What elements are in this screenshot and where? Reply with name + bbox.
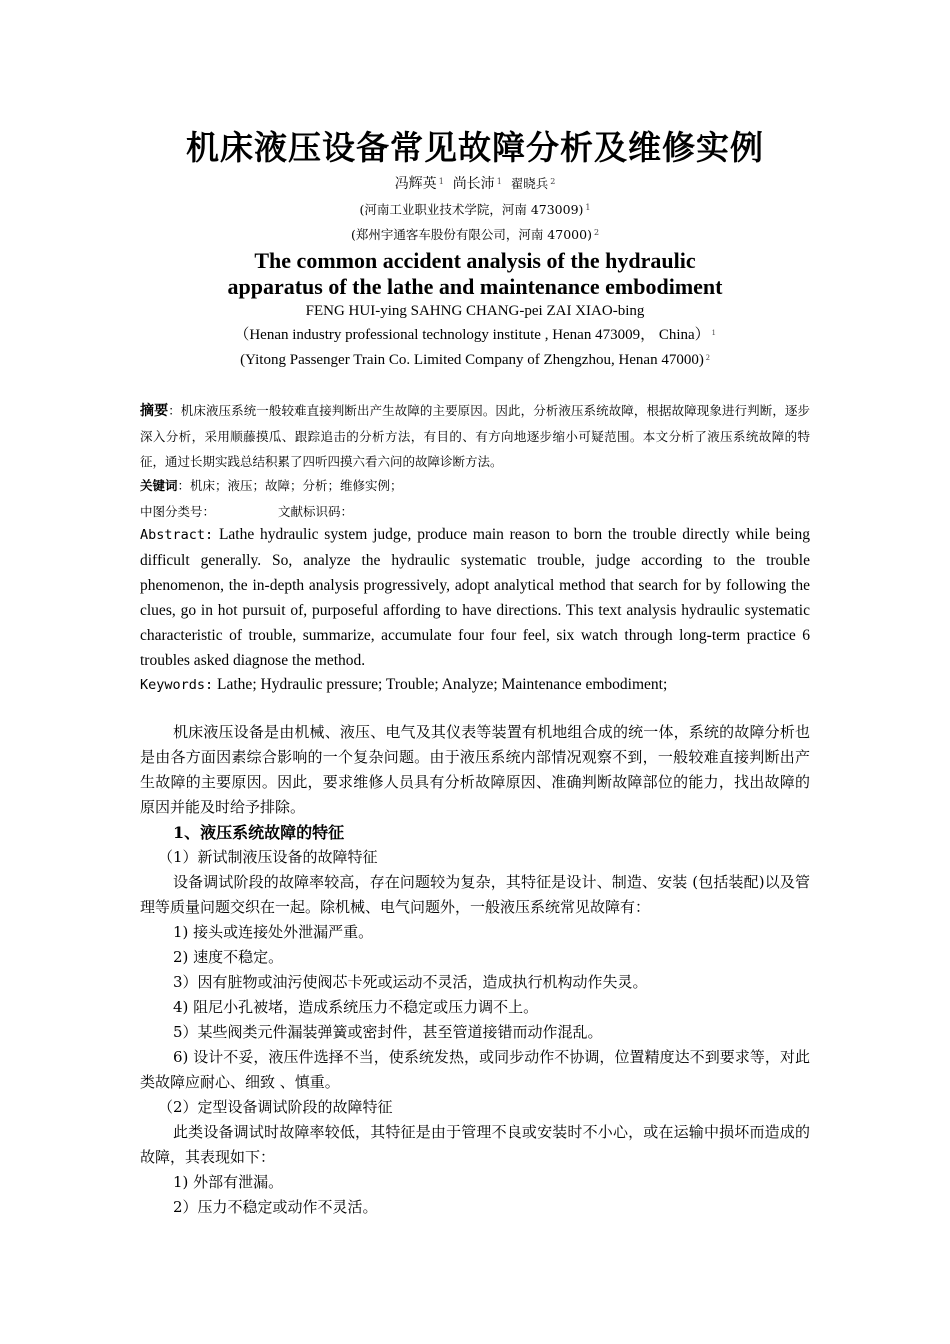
title-en: The common accident analysis of the hydraulic apparatus of the lathe and maintenance embodiment bbox=[227, 248, 723, 299]
keywords-en bbox=[140, 672, 810, 698]
affiliation-en-2: (Yitong Passenger Train Co. Limited Company of Zhengzhou, Henan 47000) $^2$ bbox=[240, 352, 710, 368]
abstract-cn bbox=[140, 398, 810, 474]
keywords-cn bbox=[140, 474, 810, 498]
title-cn: 机床液压设备常见故障分析及维修实例 bbox=[186, 128, 764, 167]
abstract-en-text: Lathe hydraulic system judge, produce main reason to born the trouble directly while being difficult generally. So, analyze the hydraulic systematic trouble, judge according to the trouble phenomenon, the in-depth analysis progressively, adopt analytical method that search for by following the clues, go in hot pursuit of, purposeful affording to have directions. This text analysis hydraulic systematic characteristic of trouble, summarize, accumulate four four feel, six watch through long-term practice 6 troubles asked diagnose the method. bbox=[140, 526, 811, 669]
author-3-cn: 翟晓兵 bbox=[510, 176, 549, 191]
keywords-en-text: Lathe; Hydraulic pressure; Trouble; Analyze; Maintenance embodiment; bbox=[217, 676, 668, 693]
affiliation-cn-1: (河南工业职业技术学院，河南 473009) $^1$ bbox=[359, 202, 591, 217]
keywords-cn-text: ：机床；液压；故障；分析；维修实例； bbox=[177, 478, 403, 493]
list-item: 2）压力不稳定或动作不灵活。 bbox=[173, 1198, 378, 1216]
list-item: 3）因有脏物或油污使阀芯卡死或运动不灵活，造成执行机构动作失灵。 bbox=[173, 973, 648, 991]
affiliation-cn-2: (郑州宇通客车股份有限公司，河南 47000) $^2$ bbox=[350, 227, 600, 242]
body-text bbox=[140, 720, 810, 1220]
authors-cn: 冯辉英 $^1$ 尚长沛 $^1$ 翟晓兵 $^2$ bbox=[394, 176, 556, 192]
subsection-2-paragraph: 此类设备调试时故障率较低，其特征是由于管理不良或安装时不小心，或在运输中损坏而造成的故障，其表现如下： bbox=[140, 1123, 810, 1166]
list-item: 2) 速度不稳定。 bbox=[173, 948, 284, 966]
section-heading-1: 1、液压系统故障的特征 bbox=[173, 823, 345, 842]
classification-line bbox=[140, 500, 810, 524]
list-item: 1) 外部有泄漏。 bbox=[173, 1173, 284, 1191]
list-item: 4) 阻尼小孔被堵，造成系统压力不稳定或压力调不上。 bbox=[173, 998, 539, 1016]
list-item: 6) 设计不妥，液压件选择不当，使系统发热，或同步动作不协调，位置精度达不到要求等，对此类故障应耐心、细致 、慎重。 bbox=[140, 1048, 810, 1091]
subsection-heading-2: （2）定型设备调试阶段的故障特征 bbox=[158, 1098, 393, 1116]
abstract-en bbox=[140, 522, 810, 673]
author-2-cn: 尚长沛 bbox=[452, 176, 495, 192]
abstract-en-label: Abstract: bbox=[140, 527, 214, 543]
list-item: 1) 接头或连接处外泄漏严重。 bbox=[173, 923, 374, 941]
doc-code-label: 文献标识码： bbox=[277, 504, 353, 519]
keywords-en-label: Keywords: bbox=[140, 677, 214, 693]
authors-en: FENG HUI-ying SAHNG CHANG-pei ZAI XIAO-bing bbox=[305, 303, 645, 319]
intro-paragraph: 机床液压设备是由机械、液压、电气及其仪表等装置有机地组合成的统一体，系统的故障分析也是由各方面因素综合影响的一个复杂问题。由于液压系统内部情况观察不到，一般较难直接判断出产生故障的主要原因。因此，要求维修人员具有分析故障原因、准确判断故障部位的能力，找出故障的原因并能及时给予排除。 bbox=[140, 723, 810, 816]
author-1-cn: 冯辉英 bbox=[394, 176, 437, 192]
clc-label: 中图分类号： bbox=[140, 504, 216, 519]
subsection-1-paragraph: 设备调试阶段的故障率较高，存在问题较为复杂，其特征是设计、制造、安装 (包括装配)以及管理等质量问题交织在一起。除机械、电气问题外，一般液压系统常见故障有： bbox=[140, 873, 810, 916]
keywords-cn-label: 关键词 bbox=[140, 478, 178, 493]
abstract-cn-text: ：机床液压系统一般较难直接判断出产生故障的主要原因。因此，分析液压系统故障，根据故障现象进行判断，逐步深入分析，采用顺藤摸瓜、跟踪追击的分析方法，有目的、有方向地逐步缩小可疑范围。本文分析了液压系统故障的特征，通过长期实践总结积累了四听四摸六看六问的故障诊断方法。 bbox=[140, 403, 811, 469]
list-item: 5）某些阀类元件漏装弹簧或密封件，甚至管道接错而动作混乱。 bbox=[173, 1023, 603, 1041]
affiliation-en-1: （Henan industry professional technology institute , Henan 473009， China） $^1$ bbox=[234, 327, 716, 343]
subsection-heading-1: （1）新试制液压设备的故障特征 bbox=[158, 848, 378, 866]
abstract-cn-label: 摘要 bbox=[140, 403, 169, 419]
